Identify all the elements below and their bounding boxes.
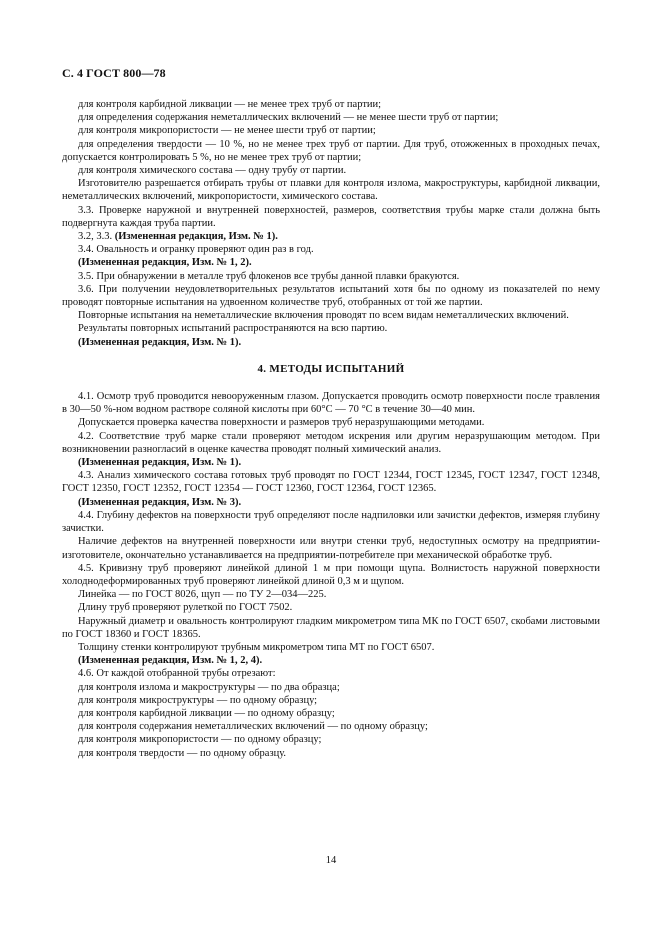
paragraph — [62, 535, 600, 561]
paragraph-prefix: 3.2, 3.3. — [78, 231, 115, 243]
document-body — [62, 98, 600, 760]
paragraph-text: 4.5. Кривизну труб проверяют линейкой длиной 1 м при помощи щупа. Волнистость наружной поверхности холоднодеформированных труб проверяют линейкой длиной 0,3 м и щупом. — [62, 562, 600, 587]
paragraph-text: для контроля содержания неметаллических включений — по одному образцу; — [78, 721, 428, 733]
paragraph-text: для контроля микроструктуры — по одному образцу; — [78, 694, 318, 706]
paragraph — [62, 720, 600, 733]
paragraph-text: 3.4. Овальность и огранку проверяют один раз в год. — [78, 244, 314, 256]
paragraph — [62, 694, 600, 707]
paragraph-text: 4.6. От каждой отобранной трубы отрезают: — [78, 668, 276, 680]
paragraph — [62, 681, 600, 694]
paragraph — [62, 243, 600, 256]
paragraph — [62, 615, 600, 641]
paragraph — [62, 747, 600, 760]
paragraph-text: для контроля микропористости — по одному образцу; — [78, 734, 322, 746]
paragraph — [62, 390, 600, 416]
requirements-section — [62, 98, 600, 349]
paragraph-text: для определения содержания неметаллических включений — не менее шести труб от партии; — [78, 112, 499, 124]
paragraph-text: 4.2. Соответствие труб марке стали проверяют методом искрения или другим неразрушающим методом. При возникновении разногласий в оценке качества проводят полный химический анализ. — [62, 430, 600, 455]
paragraph — [62, 322, 600, 335]
paragraph — [62, 430, 600, 456]
paragraph-text: Наличие дефектов на внутренней поверхности или внутри стенки труб, недоступных осмотру на предприятии-изготовителе, окончательно устанавливается на предприятии-потребителе при механической обработке труб. — [62, 536, 600, 561]
section-title: 4. МЕТОДЫ ИСПЫТАНИЙ — [257, 362, 405, 375]
paragraph-text: 4.4. Глубину дефектов на поверхности труб определяют после надпиловки или зачистки дефектов, измеряя глубину зачистки. — [62, 509, 600, 535]
paragraph — [62, 204, 600, 230]
paragraph — [62, 111, 600, 124]
paragraph-text: Линейка — по ГОСТ 8026, щуп — по ТУ 2—034—225. — [78, 589, 327, 601]
amendment-note: (Измененная редакция, Изм. № 1, 2, 4). — [78, 655, 263, 667]
paragraph — [62, 336, 600, 349]
paragraph — [62, 98, 600, 111]
paragraph-text: для контроля карбидной ликвации — по одному образцу; — [78, 707, 335, 719]
amendment-note: (Измененная редакция, Изм. № 1). — [114, 231, 278, 243]
paragraph — [62, 256, 600, 269]
paragraph — [62, 588, 600, 601]
paragraph — [62, 138, 600, 164]
paragraph-text: Длину труб проверяют рулеткой по ГОСТ 7502. — [78, 602, 293, 614]
paragraph — [62, 562, 600, 588]
paragraph-text: для контроля химического состава — одну трубу от партии. — [78, 165, 347, 177]
paragraph — [62, 733, 600, 746]
paragraph — [62, 283, 600, 309]
paragraph — [62, 416, 600, 429]
paragraph — [62, 177, 600, 203]
paragraph-text: 3.3. Проверке наружной и внутренней поверхностей, размеров, соответствия трубы марке стали должна быть подвергнута каждая труба партии. — [62, 204, 600, 229]
paragraph — [62, 309, 600, 322]
paragraph — [62, 667, 600, 680]
paragraph-text: для контроля карбидной ликвации — не менее трех труб от партии; — [78, 99, 382, 110]
amendment-note: (Измененная редакция, Изм. № 1). — [78, 336, 242, 348]
paragraph-text: для контроля излома и макроструктуры — по два образца; — [78, 681, 340, 693]
page-header: С. 4 ГОСТ 800—78 — [62, 66, 166, 80]
paragraph — [62, 164, 600, 177]
paragraph-text: для определения твердости — 10 %, но не менее трех труб от партии. Для труб, отожженных в проходных печах, допускается контролировать 5 %, но не менее трех труб от партии; — [62, 138, 600, 163]
paragraph-text: Толщину стенки контролируют трубным микрометром типа МТ по ГОСТ 6507. — [78, 641, 435, 653]
paragraph — [62, 496, 600, 509]
paragraph — [62, 469, 600, 495]
paragraph-text: Изготовителю разрешается отбирать трубы от плавки для контроля излома, макроструктуры, карбидной ликвации, неметаллических включений, микропористости, химического состава. — [62, 178, 600, 203]
paragraph — [62, 456, 600, 469]
paragraph — [62, 124, 600, 137]
paragraph — [62, 601, 600, 614]
paragraph-text: для контроля твердости — по одному образцу. — [78, 747, 287, 759]
document-page — [62, 0, 600, 936]
page-number: 14 — [325, 855, 337, 866]
paragraph — [62, 270, 600, 283]
paragraph-text: Повторные испытания на неметаллические включения проводят по всем видам неметаллических включений. — [78, 310, 569, 322]
paragraph-text: для контроля микропористости — не менее шести труб от партии; — [78, 125, 376, 137]
paragraph-text: Результаты повторных испытаний распространяются на всю партию. — [78, 323, 388, 335]
amendment-note: (Измененная редакция, Изм. № 3). — [78, 496, 242, 508]
paragraph-text: 3.6. При получении неудовлетворительных результатов испытаний хотя бы по одному из показателей по нему проводят повторные испытания на удвоенном количестве труб, отобранных от той же партии. — [62, 283, 600, 309]
paragraph — [62, 654, 600, 667]
paragraph — [62, 230, 600, 243]
paragraph — [62, 509, 600, 535]
paragraph-text: Допускается проверка качества поверхности и размеров труб неразрушающими методами. — [78, 417, 485, 429]
paragraph-text: 3.5. При обнаружении в металле труб флокенов все трубы данной плавки бракуются. — [78, 270, 460, 282]
paragraph-text: Наружный диаметр и овальность контролируют гладким микрометром типа МК по ГОСТ 6507, скобами листовыми по ГОСТ 18360 и ГОСТ 18365. — [62, 615, 600, 640]
amendment-note: (Измененная редакция, Изм. № 1, 2). — [78, 257, 252, 269]
test-methods-section — [62, 390, 600, 760]
amendment-note: (Измененная редакция, Изм. № 1). — [78, 457, 242, 469]
paragraph — [62, 707, 600, 720]
paragraph-text: 4.1. Осмотр труб проводится невооруженным глазом. Допускается проводить осмотр поверхности после травления в 30—50 %-ном водном растворе соляной кислоты при 60°С — 70 °С в течение 30—40 мин. — [62, 391, 600, 416]
paragraph-text: 4.3. Анализ химического состава готовых труб проводят по ГОСТ 12344, ГОСТ 12345, ГОСТ 12347, ГОСТ 12348, ГОСТ 12350, ГОСТ 12352, ГОСТ 12354 — ГОСТ 12360, ГОСТ 12364, ГОСТ 12365. — [62, 470, 600, 495]
paragraph — [62, 641, 600, 654]
